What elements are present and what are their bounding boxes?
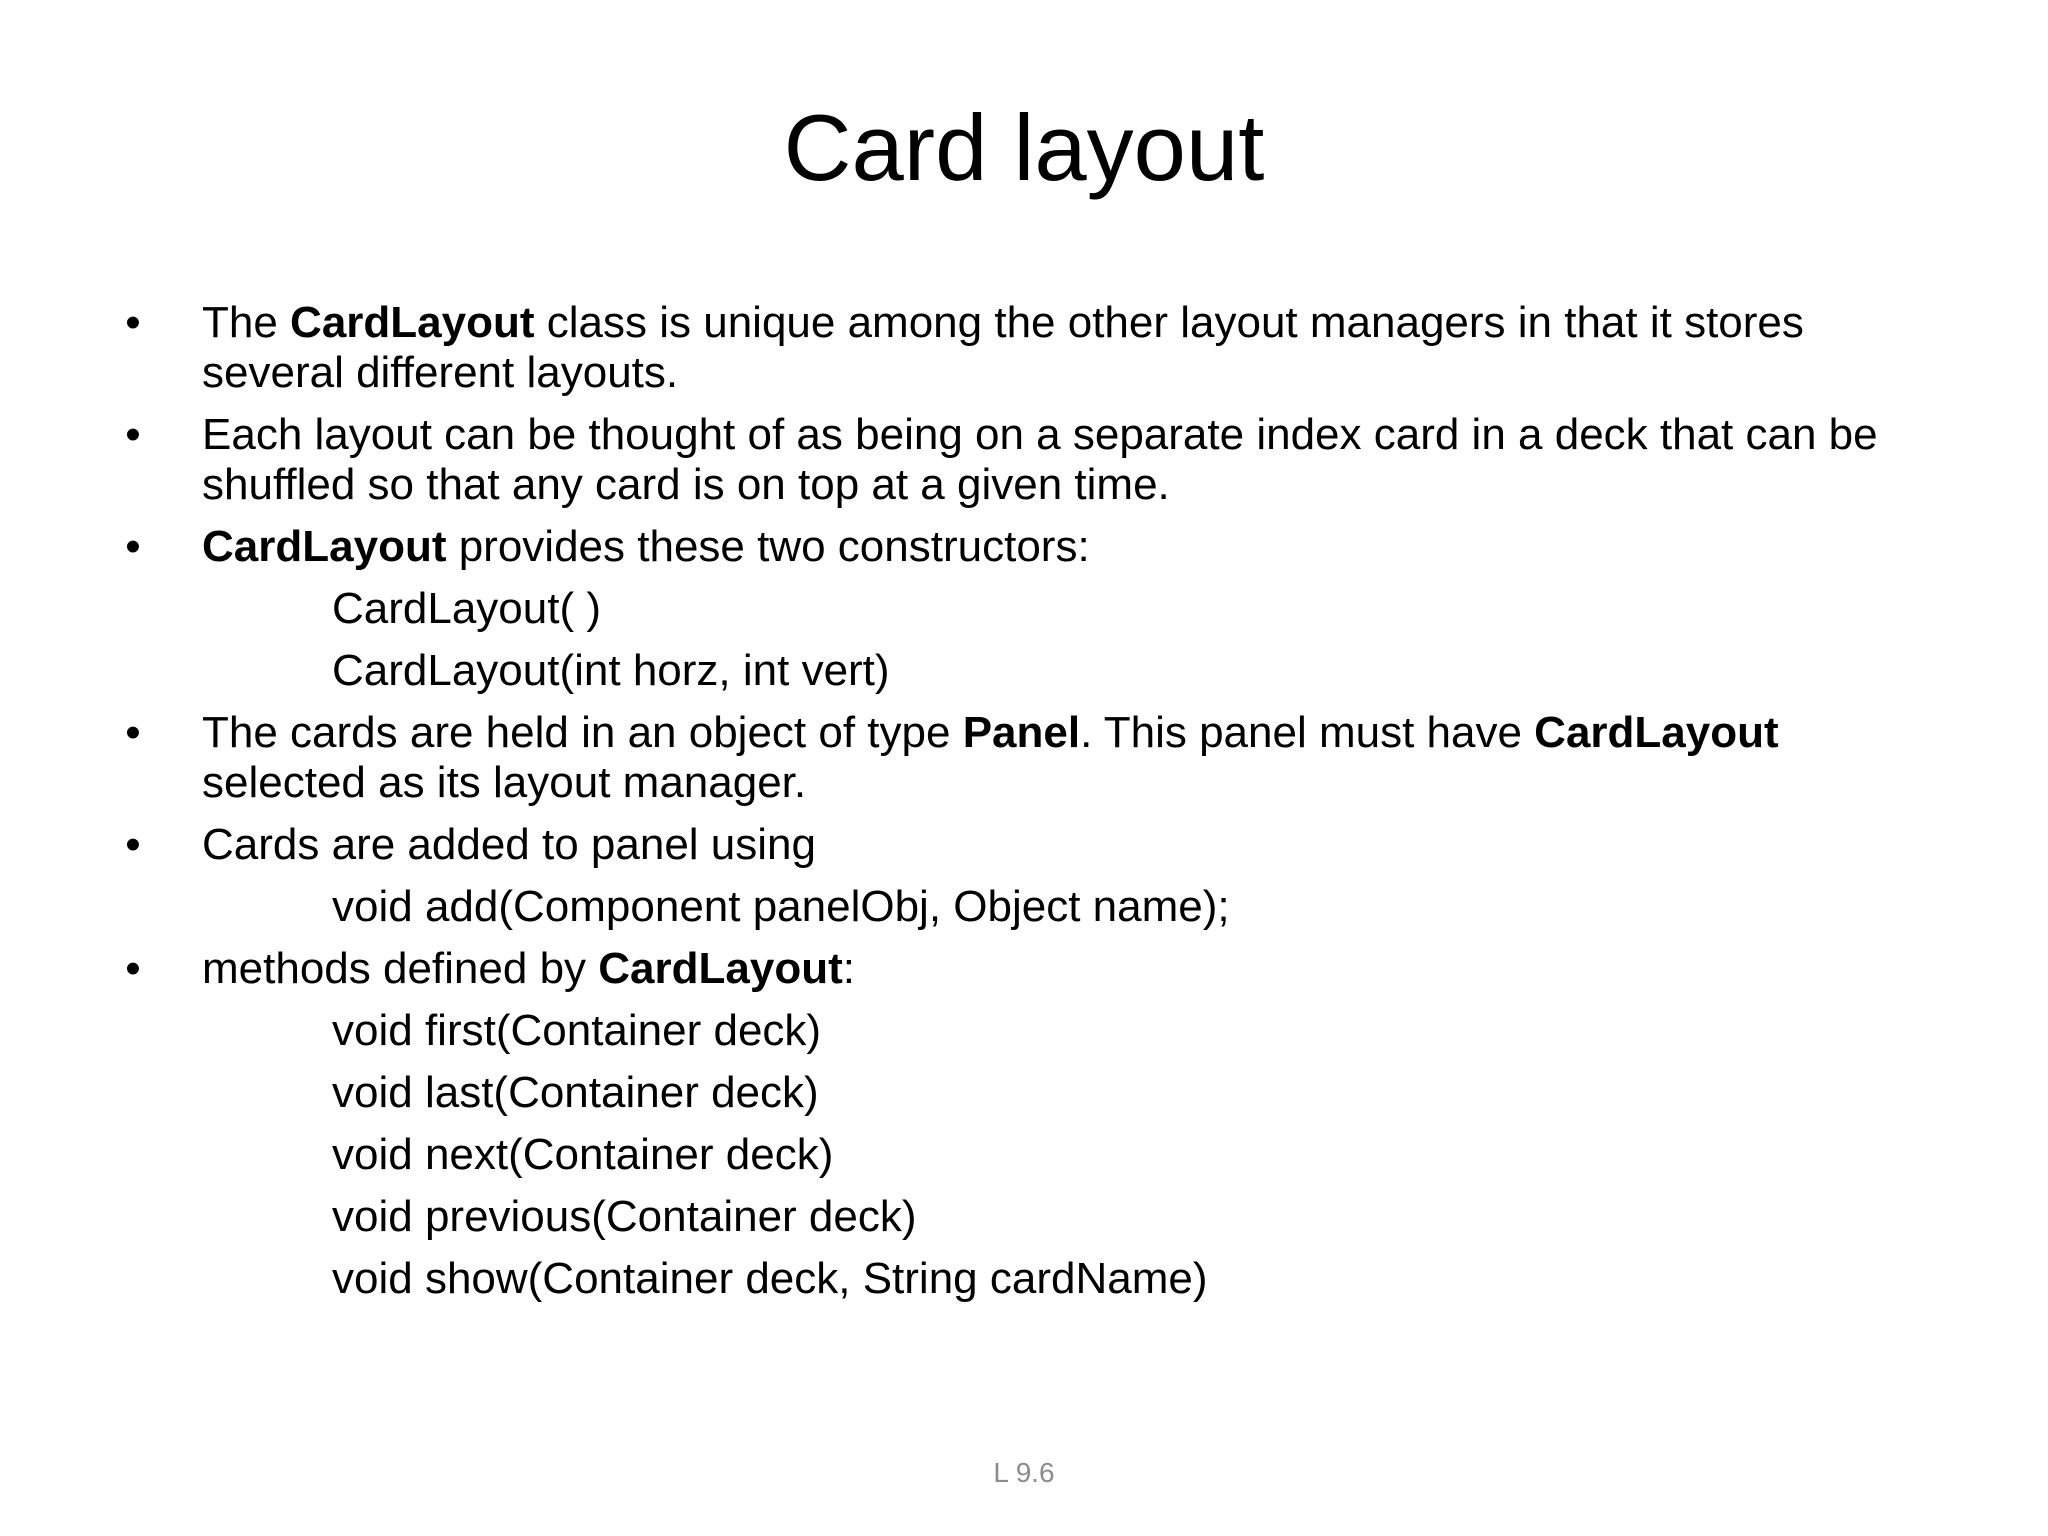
code-line: void add(Component panelObj, Object name);	[332, 882, 1230, 931]
bullet-item	[118, 708, 1938, 808]
code-line: void next(Container deck)	[332, 1130, 834, 1179]
text-run: The cards are held in an object of type	[202, 708, 963, 757]
bullet-icon: •	[125, 298, 141, 347]
slide-number: L 9.6	[993, 1457, 1055, 1488]
text-run: methods defined by	[202, 944, 599, 993]
bold-term: CardLayout	[290, 298, 535, 347]
text-run: :	[842, 944, 855, 993]
bullet-icon: •	[125, 820, 141, 869]
bold-term: Panel	[962, 708, 1081, 757]
code-line: void first(Container deck)	[332, 1006, 822, 1055]
bullet-text	[202, 522, 1090, 571]
code-line: void last(Container deck)	[332, 1068, 819, 1117]
bullet-text: Each layout can be thought of as being on a separate index card in a deck that can be shuffled so that any card is on top at a given time.	[202, 410, 1878, 509]
bullet-icon: •	[125, 708, 141, 757]
bullet-icon: •	[125, 944, 141, 993]
bullet-item	[118, 298, 1938, 398]
bullet-text	[202, 708, 1779, 807]
slide-body	[118, 298, 1938, 1304]
text-run: selected as its layout manager.	[202, 758, 807, 807]
bullet-icon: •	[125, 410, 141, 459]
text-run: class is unique among the other layout managers in that it stores several different layouts.	[202, 298, 1804, 397]
code-line: void show(Container deck, String cardName)	[332, 1254, 1208, 1303]
bullet-text	[202, 298, 1804, 397]
bullet-item	[118, 820, 1938, 870]
code-line: CardLayout(int horz, int vert)	[332, 646, 890, 695]
slide-title: Card layout	[783, 95, 1265, 200]
bullet-item	[118, 522, 1938, 572]
text-run: provides these two constructors:	[446, 522, 1090, 571]
bullet-icon: •	[125, 522, 141, 571]
bold-term: CardLayout	[202, 522, 447, 571]
bullet-item	[118, 410, 1938, 510]
bold-term: CardLayout	[1534, 708, 1779, 757]
code-line: CardLayout( )	[332, 584, 602, 633]
code-line: void previous(Container deck)	[332, 1192, 917, 1241]
text-run: The	[202, 298, 291, 347]
text-run: . This panel must have	[1080, 708, 1535, 757]
bullet-text: Cards are added to panel using	[202, 820, 816, 869]
bullet-item	[118, 944, 1938, 994]
bold-term: CardLayout	[598, 944, 843, 993]
bullet-text	[202, 944, 855, 993]
